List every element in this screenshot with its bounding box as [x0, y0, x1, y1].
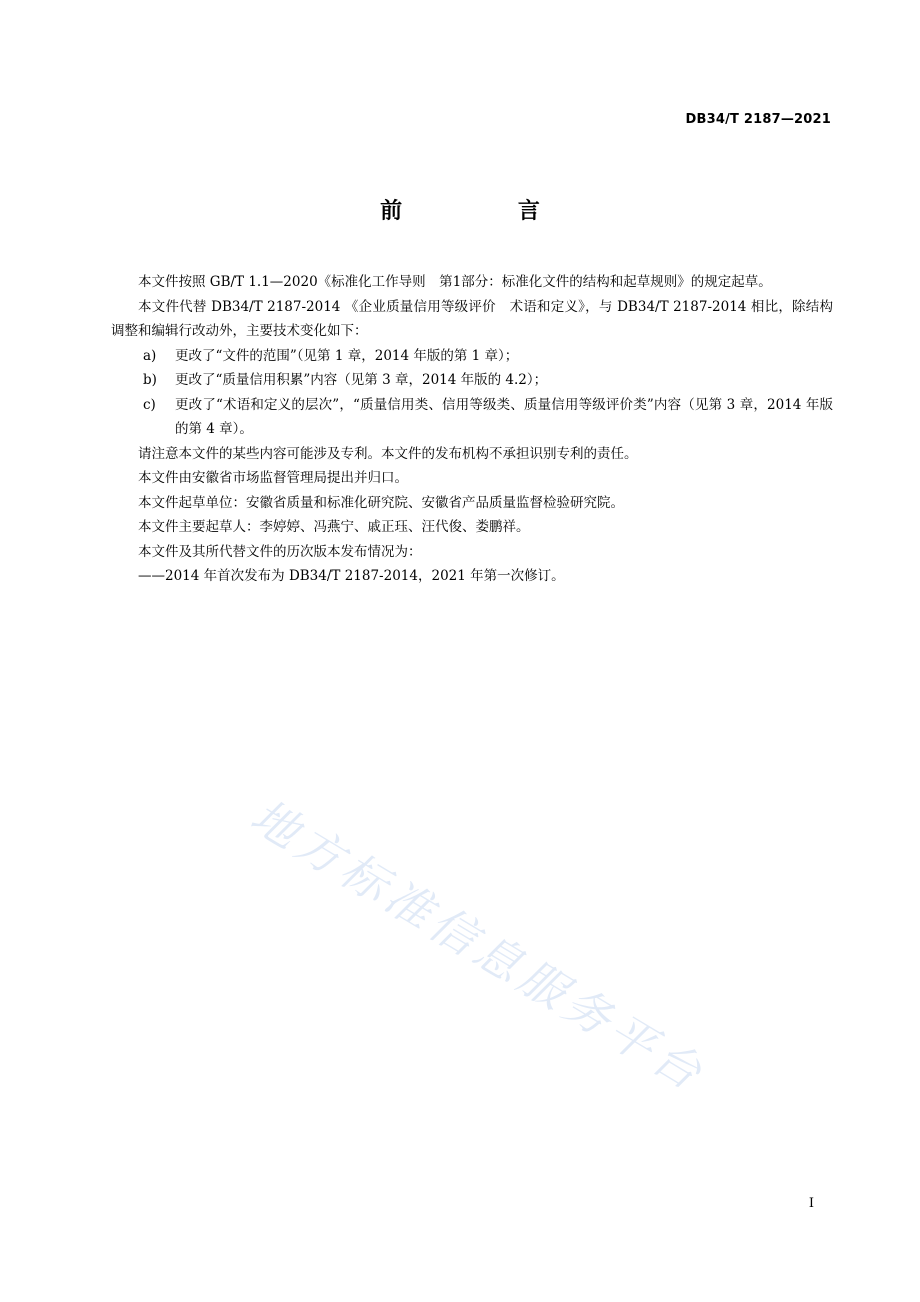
change-item: [111, 344, 833, 369]
paragraph-basis: 本文件按照 GB/T 1.1—2020《标准化工作导则 第1部分：标准化文件的结构和起草规则》的规定起草。: [138, 274, 772, 290]
document-body: [111, 270, 833, 589]
paragraph-drafting-units: 本文件起草单位：安徽省质量和标准化研究院、安徽省产品质量监督检验研究院。: [138, 494, 624, 511]
change-item-text: 更改了“术语和定义的层次”，“质量信用类、信用等级类、质量信用等级评价类”内容（见第 3 章，2014 年版的第 4 章）。: [175, 396, 833, 437]
change-item-marker: a): [143, 347, 157, 364]
change-item: [111, 393, 833, 442]
paragraph-history-intro: 本文件及其所代替文件的历次版本发布情况为：: [138, 543, 422, 560]
page-title: 前 言: [380, 199, 594, 224]
paragraph-patent: 请注意本文件的某些内容可能涉及专利。本文件的发布机构不承担识别专利的责任。: [138, 445, 638, 462]
change-item: [111, 368, 833, 393]
change-item-text: 更改了“文件的范围”（见第 1 章，2014 年版的第 1 章）；: [175, 347, 519, 364]
paragraph-history: ——2014 年首次发布为 DB34/T 2187-2014，2021 年第一次修订。: [138, 568, 565, 584]
paragraph-replaces: 本文件代替 DB34/T 2187-2014 《企业质量信用等级评价 术语和定义》，与 DB34/T 2187-2014 相比，除结构调整和编辑行改动外，主要技术变化如下：: [111, 298, 833, 339]
change-item-text: 更改了“质量信用积累”内容（见第 3 章，2014 年版的 4.2）；: [175, 372, 548, 388]
paragraph-proposer: 本文件由安徽省市场监督管理局提出并归口。: [138, 470, 408, 486]
standard-code: DB34/T 2187—2021: [685, 112, 831, 127]
page-number: I: [808, 1196, 814, 1211]
watermark: 地方标准信息服务平台: [241, 788, 716, 1103]
change-item-marker: c): [143, 396, 156, 413]
change-item-marker: b): [143, 372, 157, 388]
paragraph-drafters: 本文件主要起草人：李婷婷、冯燕宁、戚正珏、汪代俊、娄鹏祥。: [138, 519, 530, 535]
